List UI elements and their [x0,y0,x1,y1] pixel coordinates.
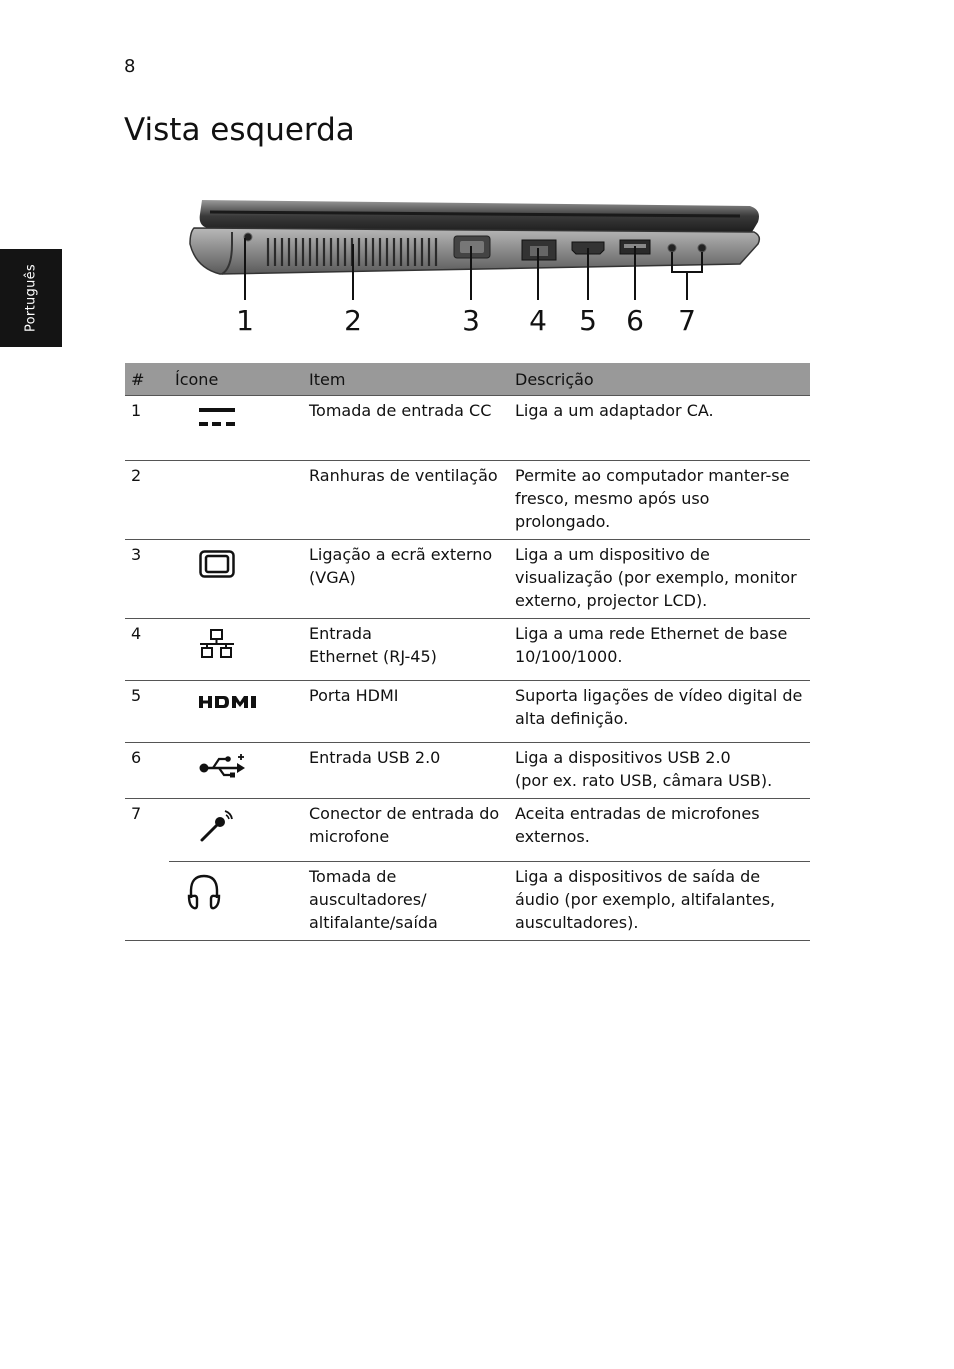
row-number: 1 [125,396,169,461]
header-description: Descrição [509,363,810,396]
row-number: 3 [125,540,169,619]
row-description: Aceita entradas de microfones externos. [509,799,810,862]
row-item: Ranhuras de ventilação [303,461,509,540]
row-description: Suporta ligações de vídeo digital de alta definição. [509,681,810,743]
row-number: 2 [125,461,169,540]
header-icon: Ícone [169,363,303,396]
row-number: 7 [125,799,169,941]
page-number: 8 [124,56,136,77]
usb-icon [199,753,247,779]
header-number: # [125,363,169,396]
row-item: Entrada Ethernet (RJ-45) [303,619,509,681]
table-row [125,396,810,461]
row-description: Liga a um adaptador CA. [509,396,810,461]
language-tab-label: Português [23,264,39,332]
callout-4: 4 [529,304,547,337]
network-icon [199,629,235,659]
callout-5: 5 [579,304,597,337]
row-number: 6 [125,743,169,799]
table-row [125,862,810,941]
vga-monitor-icon [199,550,235,578]
row-item: Entrada USB 2.0 [303,743,509,799]
row-item: Tomada de auscultadores/ altifalante/saída [303,862,509,941]
dc-in-icon [199,406,237,430]
table-row [125,743,810,799]
callout-7: 7 [678,304,696,337]
row-description: Liga a dispositivos USB 2.0 (por ex. rato USB, câmara USB). [509,743,810,799]
row-item: Porta HDMI [303,681,509,743]
table-row [125,681,810,743]
page-title: Vista esquerda [124,112,355,148]
row-item: Conector de entrada do microfone [303,799,509,862]
callout-1: 1 [236,304,254,337]
header-item: Item [303,363,509,396]
row-description: Liga a um dispositivo de visualização (por exemplo, monitor externo, projector LCD). [509,540,810,619]
row-item: Tomada de entrada CC [303,396,509,461]
microphone-icon [199,809,235,843]
row-number: 4 [125,619,169,681]
language-tab [0,249,62,347]
table-row [125,619,810,681]
row-description: Permite ao computador manter-se fresco, mesmo após uso prolongado. [509,461,810,540]
callout-6: 6 [626,304,644,337]
table-row [125,799,810,862]
ports-table [125,363,810,941]
row-description: Liga a dispositivos de saída de áudio (por exemplo, altifalantes, auscultadores). [509,862,810,941]
table-row [125,461,810,540]
row-description: Liga a uma rede Ethernet de base 10/100/1000. [509,619,810,681]
headphones-icon [185,872,223,912]
table-row [125,540,810,619]
table-header-row [125,363,810,396]
row-item: Ligação a ecrã externo (VGA) [303,540,509,619]
callout-2: 2 [344,304,362,337]
callout-3: 3 [462,304,480,337]
row-number: 5 [125,681,169,743]
laptop-left-side-illustration [180,188,770,338]
hdmi-icon [199,695,261,709]
